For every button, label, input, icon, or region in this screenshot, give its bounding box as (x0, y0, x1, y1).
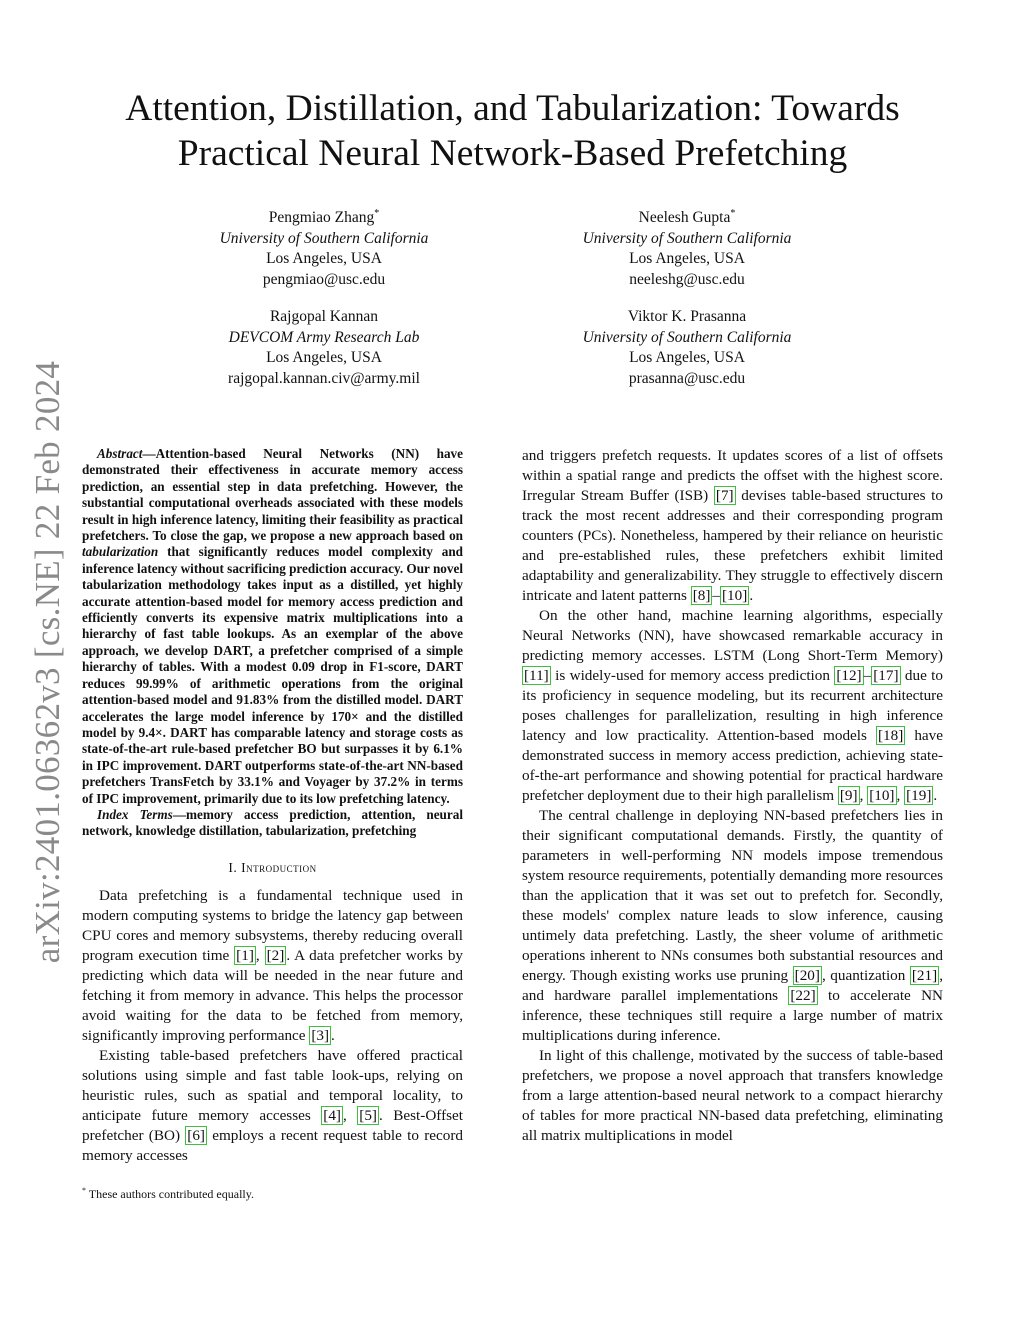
intro-paragraph-1: Data prefetching is a fundamental technique used in modern computing systems to bridge the latency gap between CPU cores and memory subsystems, thereby reducing overall program execution time [1] , [2] . A data prefetcher works by predicting which data will be needed in the near future and fetching it from memory in advance. This helps the processor avoid waiting for the data to be fetched from memory, significantly improving performance [3] . (82, 886, 464, 1044)
citation-link[interactable]: [19] (906, 787, 932, 804)
citation-link[interactable]: [8] (692, 587, 711, 604)
intro-paragraph-2: Existing table-based prefetchers have offered practical solutions using simple and fast table look-ups, relying on heuristic rules, such as spatial and temporal locality, to anticipate future memory accesses [4] , [5] . Best-Offset prefetcher (BO) [6] employs a recent request table to record memory accesses (82, 1046, 463, 1164)
author-location: Los Angeles, USA (266, 349, 382, 366)
citation-link[interactable]: [17] (873, 667, 899, 684)
author-email[interactable]: rajgopal.kannan.civ@army.mil (228, 369, 420, 387)
title-line-2: Practical Neural Network-Based Prefetching (177, 133, 848, 174)
citation-link[interactable]: [18] (877, 727, 904, 744)
citation-link[interactable]: [10] (869, 787, 895, 804)
index-terms: Index Terms—memory access prediction, attention, neural network, knowledge distillation, tabularization, prefetching (82, 806, 463, 839)
author-name: Pengmiao Zhang* (268, 208, 380, 227)
citation-link[interactable]: [10] (722, 587, 748, 604)
footnote: * These authors contributed equally. (82, 1186, 254, 1201)
section-heading-introduction: I. Introduction (228, 859, 317, 875)
author-email[interactable]: prasanna@usc.edu (628, 369, 746, 387)
citation-link[interactable]: [12] (836, 667, 862, 684)
citation-link[interactable]: [9] (839, 787, 858, 804)
author-block-1 (164, 204, 484, 290)
author-location: Los Angeles, USA (629, 349, 745, 366)
author-location: Los Angeles, USA (629, 250, 745, 268)
author-affiliation: University of Southern California (219, 229, 429, 247)
author-affiliation: University of Southern California (582, 328, 792, 346)
author-email[interactable]: neeleshg@usc.edu (629, 270, 745, 288)
citation-link[interactable]: [22] (790, 987, 816, 1004)
intro-paragraph-3: and triggers prefetch requests. It updates scores of a list of offsets within a spatial range and predicts the offset with the highest score. Irregular Stream Buffer (ISB) [7] devises table-based structures to track the most recent addresses and their corresponding program counters (PCs). Nonetheless, hampered by their reliance on heuristic and pre-established rules, these prefetchers exhibit limited adaptability and generalizability. They struggle to effectively discern intricate and latent patterns [8] – [10] . (522, 447, 943, 604)
right-column (522, 446, 943, 1146)
author-block-3 (164, 307, 484, 389)
citation-link[interactable]: [21] (911, 967, 938, 984)
arxiv-side-stamp: arXiv:2401.06362v3 [cs.NE] 22 Feb 2024 (28, 360, 67, 964)
paper-title (85, 86, 940, 176)
author-affiliation: DEVCOM Army Research Lab (228, 328, 420, 346)
citation-link[interactable]: [11] (524, 667, 549, 684)
citation-link[interactable]: [20] (794, 967, 820, 984)
citation-link[interactable]: [3] (311, 1026, 330, 1044)
citation-link[interactable]: [2] (266, 946, 285, 964)
author-block-4 (527, 307, 847, 389)
author-name: Viktor K. Prasanna (627, 308, 747, 325)
left-column (82, 446, 463, 1166)
author-location: Los Angeles, USA (266, 250, 382, 268)
author-block-2 (527, 204, 847, 290)
title-line-1: Attention, Distillation, and Tabularization: Towards (125, 88, 900, 129)
citation-link[interactable]: [6] (187, 1126, 205, 1144)
author-name: Rajgopal Kannan (269, 308, 379, 325)
author-affiliation: University of Southern California (582, 229, 792, 247)
citation-link[interactable]: [1] (236, 946, 254, 964)
intro-paragraph-5: The central challenge in deploying NN-based prefetchers lies in their significant computational demands. Firstly, the quantity of parameters in well-performing NN models impose tremendous system resource requirements, potentially demanding more resources than the application that it was set out to prefetch for. Secondly, these models' complex nature leads to slow inference, causing untimely data prefetching. Lastly, the sheer volume of arithmetic operations inherent to NNs consumes both substantial resources and energy. Though existing works use pruning [20] , quantization [21] , and hardware parallel implementations [22] to accelerate NN inference, these techniques still require a large number of matrix multiplications during inference. (522, 807, 944, 1044)
author-name: Neelesh Gupta* (638, 208, 736, 227)
citation-link[interactable]: [5] (359, 1106, 377, 1124)
author-email[interactable]: pengmiao@usc.edu (262, 270, 386, 288)
citation-link[interactable]: [7] (715, 487, 734, 504)
abstract: Abstract—Attention-based Neural Networks (NN) have demonstrated their effectiveness in accurate memory access prediction, an essential step in data prefetching. However, the substantial computational overheads associated with these models result in high inference latency, limiting their feasibility as practical prefetchers. To close the gap, we propose a new approach based on tabularization that significantly reduces model complexity and inference latency without sacrificing prediction accuracy. Our novel tabularization methodology takes input as a distilled, yet highly accurate attention-based model for memory access prediction and efficiently converts its expensive matrix multiplications into a hierarchy of fast table lookups. As an exemplar of the above approach, we develop DART, a prefetcher comprised of a simple hierarchy of tables. With a modest 0.09 drop in F1-score, DART reduces 99.99% of arithmetic operations from the original attention-based model and 91.83% from the distilled model. DART accelerates the large model inference by 170× and the distilled model by 9.4×. DART has comparable latency and storage costs as state-of-the-art rule-based prefetcher BO but surpasses it by 6.1% in IPC improvement. DART outperforms state-of-the-art NN-based prefetchers TransFetch by 33.1% and Voyager by 37.2% in terms of IPC improvement, primarily due to its low prefetching latency. (82, 446, 463, 806)
intro-paragraph-4: On the other hand, machine learning algorithms, especially Neural Networks (NN), have showcased remarkable accuracy in predicting memory accesses. LSTM (Long Short-Term Memory) [11] is widely-used for memory access prediction [12] – [17] due to its proficiency in sequence modeling, but its recurrent architecture poses challenges for parallelization, resulting in high inference latency and low practicality. Attention-based models [18] have demonstrated success in memory access prediction, achieving state-of-the-art performance and showing potential for practical hardware prefetcher deployment due to their high parallelism [9] , [10] , [19] . (522, 607, 943, 804)
citation-link[interactable]: [4] (323, 1106, 341, 1124)
intro-paragraph-6: In light of this challenge, motivated by the success of table-based prefetchers, we propose a novel approach that transfers knowledge from a large attention-based neural network to a compact hierarchy of tables for more practical NN-based data prefetching, eliminating all matrix multiplications in model (522, 1047, 943, 1144)
